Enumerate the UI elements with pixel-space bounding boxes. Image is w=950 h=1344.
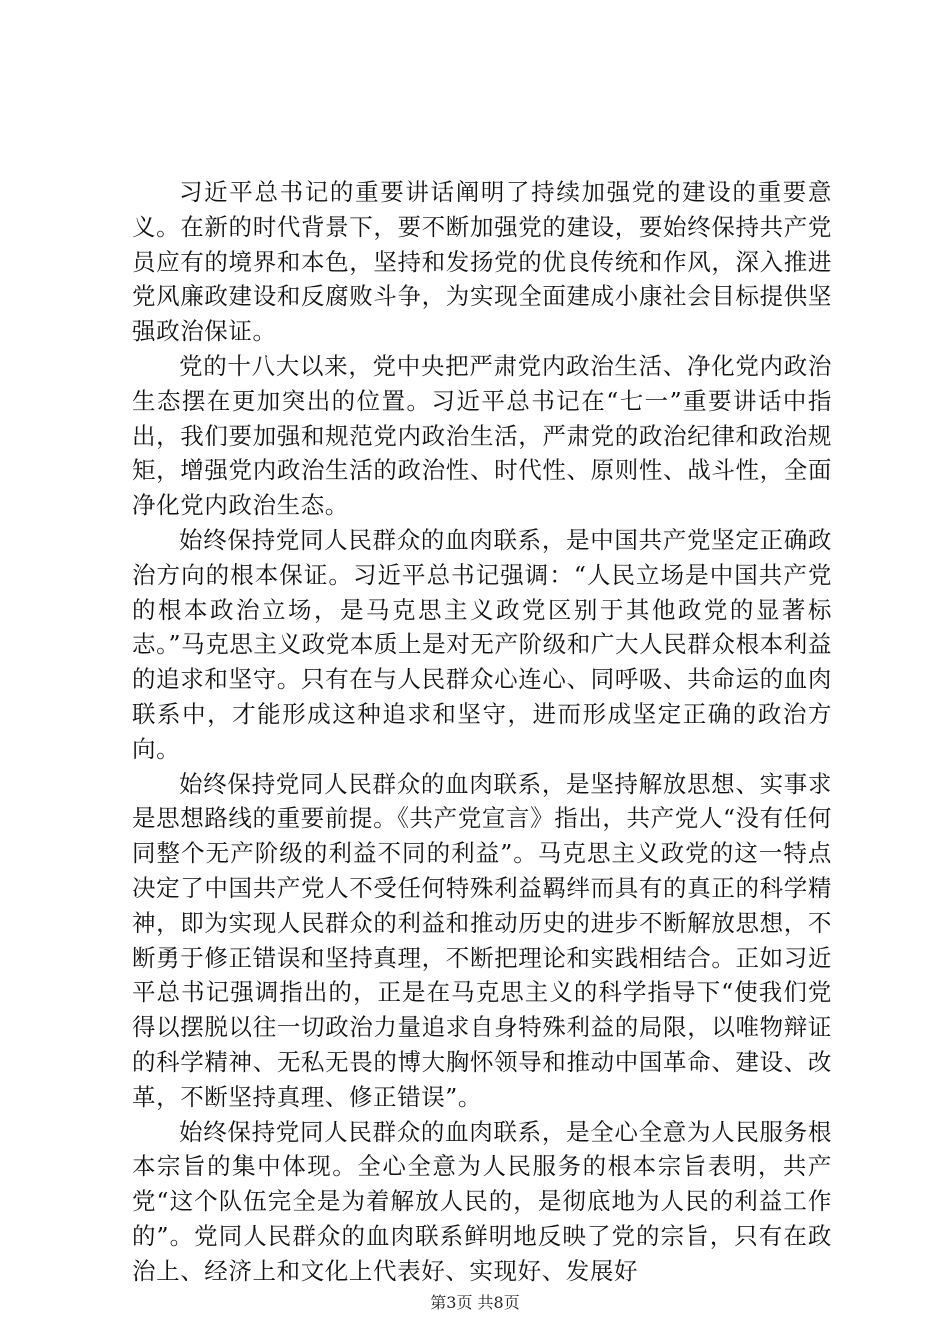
- paragraph-5: 始终保持党同人民群众的血肉联系，是全心全意为人民服务根本宗旨的集中体现。全心全意为人民服务的根本宗旨表明，共产党“这个队伍完全是为着解放人民的，是彻底地为人民的利益工作的”。党同人民群众的血肉联系鲜明地反映了党的宗旨，只有在政治上、经济上和文化上代表好、实现好、发展好: [132, 1117, 832, 1285]
- page-footer: [0, 1290, 950, 1313]
- paragraph-4: 始终保持党同人民群众的血肉联系，是坚持解放思想、实事求是思想路线的重要前提。《共产党宣言》指出，共产党人“没有任何同整个无产阶级的利益不同的利益”。马克思主义政党的这一特点决定了中国共产党人不受任何特殊利益羁绊而具有的真正的科学精神，即为实现人民群众的利益和推动历史的进步不断解放思想，不断勇于修正错误和坚持真理，不断把理论和实践相结合。正如习近平总书记强调指出的，正是在马克思主义的科学指导下“使我们党得以摆脱以往一切政治力量追求自身特殊利益的局限，以唯物辩证的科学精神、无私无畏的博大胸怀领导和推动中国革命、建设、改革，不断坚持真理、修正错误”。: [132, 769, 832, 1111]
- paragraph-1: 习近平总书记的重要讲话阐明了持续加强党的建设的重要意义。在新的时代背景下，要不断加强党的建设，要始终保持共产党员应有的境界和本色，坚持和发扬党的优良传统和作风，深入推进党风廉政建设和反腐败斗争，为实现全面建成小康社会目标提供坚强政治保证。: [132, 178, 832, 346]
- paragraph-3: 始终保持党同人民群众的血肉联系，是中国共产党坚定正确政治方向的根本保证。习近平总书记强调：“人民立场是中国共产党的根本政治立场，是马克思主义政党区别于其他政党的显著标志。”马克思主义政党本质上是对无产阶级和广大人民群众根本利益的追求和坚守。只有在与人民群众心连心、同呼吸、共命运的血肉联系中，才能形成这种追求和坚守，进而形成坚定正确的政治方向。: [132, 525, 832, 763]
- page-number-label: 第3页 共8页: [430, 1293, 520, 1312]
- document-body: [132, 175, 832, 1289]
- paragraph-2: 党的十八大以来，党中央把严肃党内政治生活、净化党内政治生态摆在更加突出的位置。习近平总书记在“七一”重要讲话中指出，我们要加强和规范党内政治生活，严肃党的政治纪律和政治规矩，增强党内政治生活的政治性、时代性、原则性、战斗性，全面净化党内政治生态。: [132, 351, 832, 520]
